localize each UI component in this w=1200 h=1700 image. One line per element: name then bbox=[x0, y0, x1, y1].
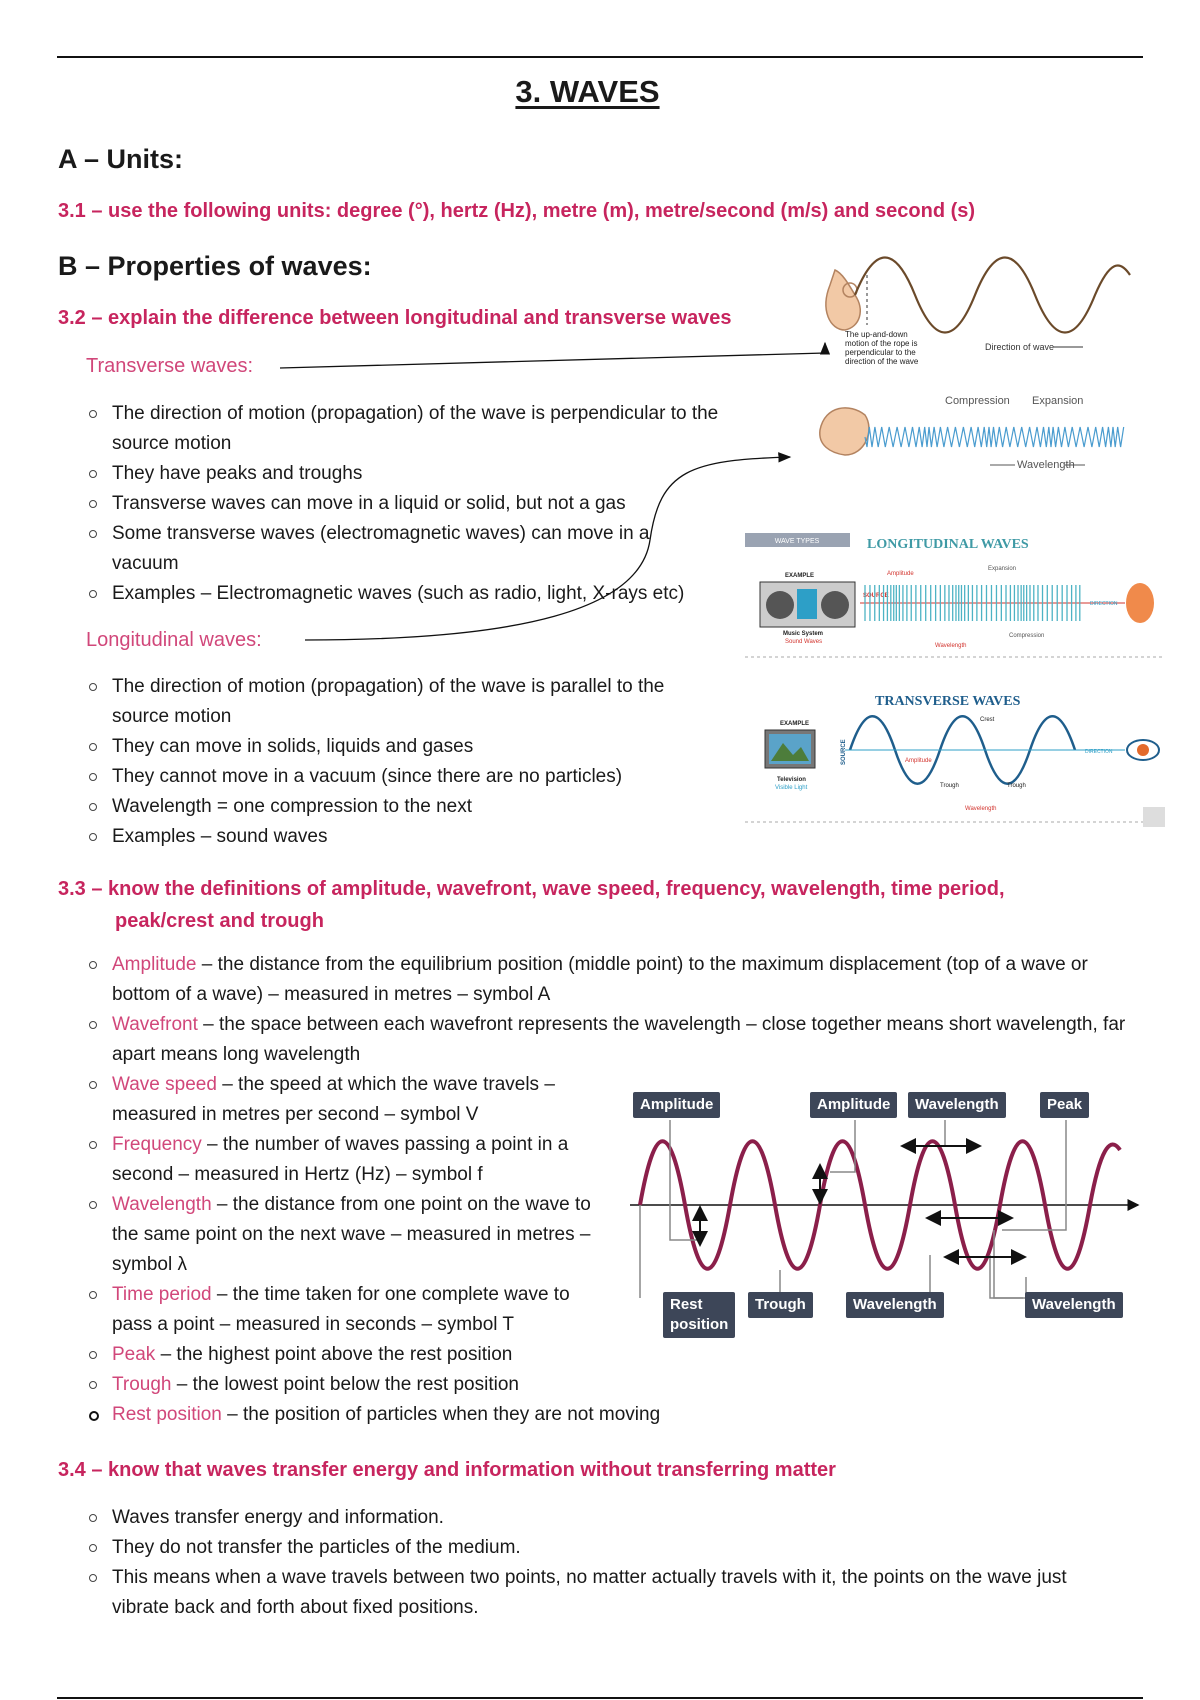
list-item: This means when a wave travels between two points, no matter actually travels with it, the points on the wave just vibrate back and forth about fixed positions. bbox=[86, 1563, 1126, 1623]
speaker-icon bbox=[760, 582, 855, 627]
label-wavelength-b1: Wavelength bbox=[846, 1292, 944, 1318]
spec-3-1: 3.1 – use the following units: degree (°), hertz (Hz), metre (m), metre/second (m/s) and second (s) bbox=[58, 200, 976, 222]
list-item: Examples – sound waves bbox=[86, 822, 726, 852]
list-item: Amplitude – the distance from the equilibrium position (middle point) to the maximum displacement (top of a wave or bottom of a wave) – measured in metres – symbol A bbox=[86, 950, 1126, 1010]
page-title: 3. WAVES bbox=[515, 74, 660, 109]
source-label-2: SOURCE bbox=[841, 739, 847, 765]
label-amplitude-1: Amplitude bbox=[633, 1092, 720, 1118]
television-icon bbox=[765, 730, 815, 768]
spec-3-2: 3.2 – explain the difference between longitudinal and transverse waves bbox=[58, 307, 732, 329]
eye-icon bbox=[1127, 740, 1159, 760]
section-a-heading: A – Units: bbox=[58, 144, 184, 174]
list-item: Trough – the lowest point below the rest position bbox=[86, 1370, 1126, 1400]
label-wavelength-top: Wavelength bbox=[908, 1092, 1006, 1118]
list-item: Wave speed – the speed at which the wave travels – measured in metres per second – symbol V bbox=[86, 1070, 602, 1130]
label-peak: Peak bbox=[1040, 1092, 1089, 1118]
compression-label: Compression bbox=[945, 395, 1010, 407]
rope-wave-figure bbox=[820, 255, 1150, 485]
energy-list bbox=[86, 1503, 1126, 1623]
longitudinal-arrow bbox=[305, 457, 790, 640]
longitudinal-spring bbox=[865, 427, 1124, 447]
hand-icon-2 bbox=[820, 408, 869, 455]
list-item: Some transverse waves (electromagnetic waves) can move in a vacuum bbox=[86, 519, 692, 579]
transverse-title: TRANSVERSE WAVES bbox=[875, 694, 1021, 709]
longitudinal-title: LONGITUDINAL WAVES bbox=[867, 537, 1029, 552]
wavelength-label: Wavelength bbox=[1017, 459, 1075, 471]
direction-small-2: DIRECTION bbox=[1085, 749, 1113, 755]
visible-label: Visible Light bbox=[775, 785, 808, 791]
bottom-rule bbox=[57, 1697, 1143, 1699]
list-item: Frequency – the number of waves passing a point in a second – measured in Hertz (Hz) – symbol f bbox=[86, 1130, 612, 1190]
direction-small: DIRECTION bbox=[1090, 601, 1118, 607]
wave-types-tag: WAVE TYPES bbox=[774, 538, 820, 545]
list-item: They can move in solids, liquids and gases bbox=[86, 732, 726, 762]
tv-label: Television bbox=[777, 777, 806, 783]
list-item: Examples – Electromagnetic waves (such as radio, light, X-rays etc) bbox=[86, 579, 746, 609]
expansion-label: Expansion bbox=[1032, 395, 1084, 407]
longitudinal-heading: Longitudinal waves: bbox=[86, 629, 262, 651]
list-item: They have peaks and troughs bbox=[86, 459, 746, 489]
sound-label: Sound Waves bbox=[785, 639, 823, 645]
list-item: Rest position – the position of particles when they are not moving bbox=[86, 1400, 1126, 1430]
spec-3-4: 3.4 – know that waves transfer energy and information without transferring matter bbox=[58, 1459, 836, 1481]
list-item: Transverse waves can move in a liquid or solid, but not a gas bbox=[86, 489, 746, 519]
music-label: Music System bbox=[783, 631, 824, 637]
trough-label-a: Trough bbox=[940, 783, 959, 789]
list-item: They cannot move in a vacuum (since there are no particles) bbox=[86, 762, 726, 792]
list-item: The direction of motion (propagation) of the wave is parallel to the source motion bbox=[86, 672, 726, 732]
label-trough: Trough bbox=[748, 1292, 813, 1318]
compression-small: Compression bbox=[1009, 633, 1045, 639]
list-item: Wavelength = one compression to the next bbox=[86, 792, 726, 822]
spec-3-3: 3.3 – know the definitions of amplitude, wavefront, wave speed, frequency, wavelength, time period, peak/crest and trough bbox=[58, 878, 1005, 932]
label-amplitude-2: Amplitude bbox=[810, 1092, 897, 1118]
wave-types-figure bbox=[745, 525, 1165, 830]
transverse-arrow bbox=[280, 343, 825, 368]
wavelength-small: Wavelength bbox=[935, 643, 967, 649]
rope-caption: The up-and-down motion of the rope is perpendicular to the direction of the wave bbox=[845, 330, 919, 366]
source-label: SOURCE bbox=[863, 593, 889, 599]
transverse-rope-wave bbox=[855, 258, 1130, 333]
trough-label-b: Trough bbox=[1007, 783, 1026, 789]
direction-caption: Direction of wave bbox=[985, 342, 1055, 352]
label-wavelength-b2: Wavelength bbox=[1025, 1292, 1123, 1318]
list-item: They do not transfer the particles of the medium. bbox=[86, 1533, 1126, 1563]
example-label-2: EXAMPLE bbox=[780, 721, 810, 727]
section-b-heading: B – Properties of waves: bbox=[58, 251, 372, 281]
list-item: The direction of motion (propagation) of the wave is perpendicular to the source motion bbox=[86, 399, 746, 459]
example-label: EXAMPLE bbox=[785, 573, 815, 579]
hand-icon bbox=[826, 270, 860, 330]
crest-label: Crest bbox=[980, 717, 995, 723]
list-item: Waves transfer energy and information. bbox=[86, 1503, 1126, 1533]
amplitude-small-2: Amplitude bbox=[905, 758, 932, 764]
list-item: Time period – the time taken for one complete wave to pass a point – measured in seconds – symbol T bbox=[86, 1280, 602, 1340]
list-item: Wavefront – the space between each wavefront represents the wavelength – close together means short wavelength, far apart means long wavelength bbox=[86, 1010, 1126, 1070]
wavelength-small-2: Wavelength bbox=[965, 806, 997, 812]
list-item: Peak – the highest point above the rest position bbox=[86, 1340, 1126, 1370]
ear-icon bbox=[1126, 583, 1154, 623]
label-rest-position: Rest position bbox=[663, 1292, 735, 1338]
amplitude-small: Amplitude bbox=[887, 571, 914, 577]
transverse-heading: Transverse waves: bbox=[86, 355, 254, 377]
expansion-small: Expansion bbox=[988, 566, 1017, 572]
list-item: Wavelength – the distance from one point on the wave to the same point on the next wave – measured in metres – symbol λ bbox=[86, 1190, 602, 1280]
